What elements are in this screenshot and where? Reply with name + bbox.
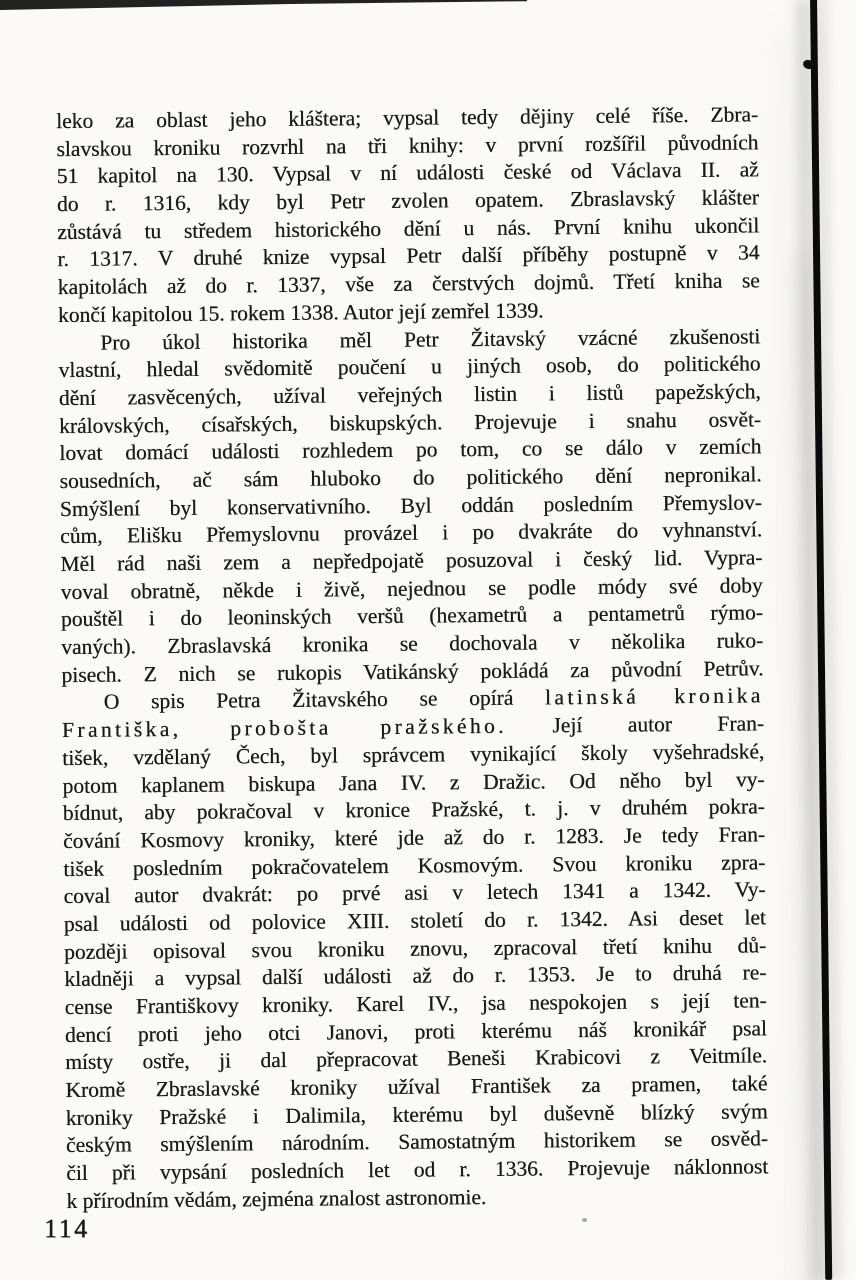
text-line: Měl rád naši zem a nepředpojatě posuzoval i český lid. Vypra- bbox=[60, 545, 763, 576]
text-line: tišek, vzdělaný Čech, byl správcem vynikající školy vyšehradské, bbox=[62, 739, 765, 770]
text-line: coval autor dvakrát: po prvé asi v letech 1341 a 1342. Vy- bbox=[63, 877, 766, 909]
text-line: 51 kapitol na 130. Vypsal v ní události české od Václava II. až bbox=[56, 157, 759, 189]
text-line: vlastní, hledal svědomitě poučení u jiných osob, do politického bbox=[58, 351, 761, 383]
scan-artifact-page-edge-line bbox=[810, 0, 832, 1280]
text-line: Smýšlení byl konservativního. Byl oddán posledním Přemyslov- bbox=[59, 489, 762, 521]
text-line: lovat domácí události rozhledem po tom, co se dálo v zemích bbox=[59, 434, 762, 466]
text-line: tišek posledním pokračovatelem Kosmovým. Svou kroniku zpra- bbox=[63, 849, 766, 881]
text-line: dencí proti jeho otci Janovi, proti kterému náš kronikář psal bbox=[64, 1015, 767, 1047]
text-line: dění zasvěcených, užíval veřejných listin i listů papežských, bbox=[58, 379, 761, 410]
text-line: leko za oblast jeho kláštera; vypsal tedy dějiny celé říše. Zbra- bbox=[56, 102, 759, 133]
text-line: do r. 1316, kdy byl Petr zvolen opatem. Zbraslavský klášter bbox=[56, 185, 760, 217]
text-line: později opisoval svou kroniku znovu, zpracoval třetí knihu dů- bbox=[63, 932, 767, 964]
text-line: psal události od polovice XIII. století do r. 1342. Asi deset let bbox=[63, 905, 766, 936]
text-line: cense Františkovy kroniky. Karel IV., jsa nespokojen s její ten- bbox=[64, 988, 767, 1019]
text-line: královských, císařských, biskupských. Projevuje i snahu osvět- bbox=[58, 406, 762, 438]
text-line: zůstává tu středem historického dění u nás. První knihu ukončil bbox=[57, 213, 760, 244]
text-line: Pro úkol historika měl Petr Žitavský vzácné zkušenosti bbox=[100, 323, 761, 355]
text-line: končí kapitolou 15. rokem 1338. Autor její zemřel 1339. bbox=[57, 298, 544, 327]
letterspaced-emphasis: Františka, probošta pražského. bbox=[61, 713, 508, 743]
scan-artifact-top-edge bbox=[0, 0, 527, 10]
text-line: českým smýšlením národním. Samostatným historikem se osvěd- bbox=[65, 1126, 769, 1158]
text-segment: Její autor Fran- bbox=[506, 711, 765, 738]
text-line: slavskou kroniku rozvrhl na tři knihy: v první rozšířil původních bbox=[56, 129, 759, 161]
text-line: Kromě Zbraslavské kroniky užíval František za pramen, také bbox=[65, 1071, 768, 1103]
text-segment: O spis Petra Žitavského se opírá bbox=[103, 685, 546, 715]
page-text-block bbox=[56, 101, 769, 1215]
text-line: voval obratně, někde i živě, nejednou se podle módy své doby bbox=[60, 572, 763, 604]
text-line: kladněji a vypsal další události až do r. 1353. Je to druhá re- bbox=[64, 960, 767, 992]
text-line: r. 1317. V druhé knize vypsal Petr další příběhy postupně v 34 bbox=[57, 240, 760, 272]
text-line: kapitolách až do r. 1337, vše za čerstvých dojmů. Třetí kniha se bbox=[57, 268, 760, 300]
text-line: čování Kosmovy kroniky, které jde až do r. 1283. Je tedy Fran- bbox=[62, 822, 766, 853]
text-line: kroniky Pražské i Dalimila, kterému byl duševně blízký svým bbox=[65, 1098, 768, 1130]
text-line: čil při vypsání posledních let od r. 1336. Projevuje náklonnost bbox=[66, 1154, 769, 1186]
page-number: 114 bbox=[44, 1214, 90, 1243]
text-line: k přírodním vědám, zejména znalost astronomie. bbox=[66, 1184, 487, 1213]
text-line: vaných). Zbraslavská kronika se dochovala v několika ruko- bbox=[61, 628, 764, 660]
text-line: sousedních, ač sám hluboko do politického dění nepronikal. bbox=[59, 462, 762, 493]
text-line: pisech. Z nich se rukopis Vatikánský pokládá za původní Petrův. bbox=[61, 655, 764, 687]
text-line: potom kaplanem biskupa Jana IV. z Dražic. Od něho byl vy- bbox=[62, 766, 765, 798]
scan-artifact-speck bbox=[582, 1218, 587, 1222]
text-line: cům, Elišku Přemyslovnu provázel i po dvakráte do vyhnanství. bbox=[59, 517, 763, 549]
text-line: bídnut, aby pokračoval v kronice Pražské, t. j. v druhém pokra- bbox=[62, 794, 765, 826]
text-line: pouštěl i do leoninských veršů (hexametrů a pentametrů rýmo- bbox=[60, 600, 763, 632]
letterspaced-emphasis: latinská kronika bbox=[544, 683, 764, 710]
text-line: místy ostře, ji dal přepracovat Beneši Krabicovi z Veitmíle. bbox=[65, 1043, 768, 1075]
